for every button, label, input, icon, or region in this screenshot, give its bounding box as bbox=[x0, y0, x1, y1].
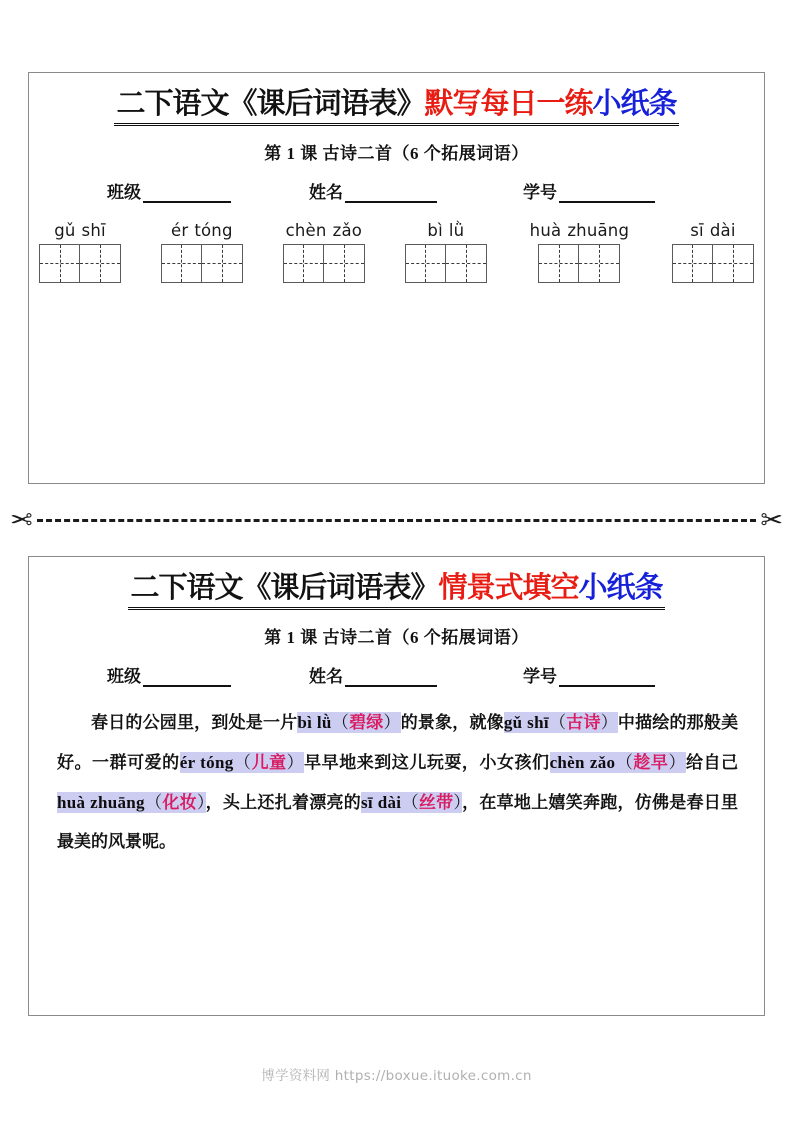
pinyin-syllable: lǜ bbox=[448, 220, 465, 240]
paren-open-6: （ bbox=[401, 792, 419, 812]
cloze-blank-2[interactable] bbox=[504, 712, 618, 733]
paren-close-2: ） bbox=[600, 712, 618, 732]
section1-class-blank[interactable] bbox=[143, 188, 231, 203]
section2-class-field[interactable] bbox=[107, 662, 231, 687]
pinyin-syllable: zǎo bbox=[332, 220, 363, 240]
paren-close-5: ） bbox=[196, 792, 206, 812]
scissors-icon-left: ✂ bbox=[10, 504, 33, 535]
paren-open-4: （ bbox=[615, 752, 634, 772]
cloze-text-5: ，头上还扎着漂亮的 bbox=[205, 792, 361, 812]
section1-class-field[interactable] bbox=[107, 178, 231, 203]
section1-name-blank[interactable] bbox=[345, 188, 437, 203]
cloze-text-6: ，在草地上嬉笑奔跑，仿佛是春日里最美的风景呢。 bbox=[57, 792, 739, 852]
word-group bbox=[161, 221, 243, 283]
paren-open-1: （ bbox=[331, 712, 350, 732]
word-group bbox=[283, 221, 365, 283]
section1-id-label: 学号 bbox=[523, 182, 557, 202]
tianzige-cell[interactable] bbox=[202, 245, 242, 282]
tianzige-cell[interactable] bbox=[446, 245, 486, 282]
section2-class-blank[interactable] bbox=[143, 672, 231, 687]
cloze-text-0: 春日的公园里，到处是一片 bbox=[91, 712, 298, 732]
pinyin-label bbox=[168, 221, 236, 240]
section2-info-row bbox=[29, 662, 764, 687]
tianzige-cell[interactable] bbox=[324, 245, 364, 282]
pinyin-syllable: tóng bbox=[194, 220, 233, 240]
cloze-pinyin-2: gǔ shī bbox=[503, 712, 549, 732]
tianzige-box[interactable] bbox=[405, 244, 487, 283]
word-group bbox=[39, 221, 121, 283]
footer-watermark: 博学资料网 https://boxue.ituoke.com.cn bbox=[261, 1068, 532, 1084]
word-group bbox=[527, 221, 632, 283]
section1-title bbox=[29, 87, 764, 126]
paren-close-4: ） bbox=[668, 752, 686, 772]
tianzige-cell[interactable] bbox=[80, 245, 120, 282]
section2-id-field[interactable] bbox=[523, 662, 655, 687]
section1-class-label: 班级 bbox=[107, 182, 141, 202]
section1-id-field[interactable] bbox=[523, 178, 655, 203]
section1-title-part2: 默写每日一练 bbox=[424, 86, 593, 120]
cloze-paragraph bbox=[29, 703, 764, 863]
section2-subtitle: 第 1 课 古诗二首（6 个拓展词语） bbox=[264, 627, 529, 647]
tianzige-box[interactable] bbox=[672, 244, 754, 283]
cut-dashed-line bbox=[37, 519, 757, 522]
word-grid-area bbox=[29, 221, 764, 283]
tianzige-cell[interactable] bbox=[162, 245, 202, 282]
cloze-pinyin-3: ér tóng bbox=[179, 752, 234, 772]
word-group bbox=[405, 221, 487, 283]
paren-close-6: ） bbox=[453, 792, 463, 812]
section2-name-label: 姓名 bbox=[309, 666, 343, 686]
pinyin-syllable: huà bbox=[529, 220, 562, 240]
pinyin-label bbox=[51, 221, 109, 240]
pinyin-label bbox=[283, 221, 365, 240]
section1-name-field[interactable] bbox=[309, 178, 437, 203]
pinyin-syllable: dài bbox=[709, 220, 736, 240]
tianzige-box[interactable] bbox=[283, 244, 365, 283]
section1-info-row bbox=[29, 178, 764, 203]
scissors-icon-right: ✂ bbox=[760, 504, 783, 535]
section2-title-part2: 情景式填空 bbox=[438, 570, 579, 604]
word-group bbox=[672, 221, 754, 283]
section2-name-blank[interactable] bbox=[345, 672, 437, 687]
section1-title-part1: 二下语文《课后词语表》 bbox=[116, 86, 425, 120]
tianzige-cell[interactable] bbox=[284, 245, 324, 282]
section2-title-part3: 小纸条 bbox=[578, 570, 663, 604]
section1-title-part3: 小纸条 bbox=[592, 86, 677, 120]
cloze-blank-5[interactable] bbox=[57, 792, 206, 813]
pinyin-syllable: sī bbox=[690, 220, 704, 240]
section1-id-blank[interactable] bbox=[559, 188, 655, 203]
cloze-answer-5: 化妆 bbox=[162, 792, 197, 812]
pinyin-syllable: gǔ bbox=[54, 220, 76, 240]
section2-id-blank[interactable] bbox=[559, 672, 655, 687]
cut-line-divider bbox=[0, 500, 793, 540]
tianzige-cell[interactable] bbox=[40, 245, 80, 282]
pinyin-syllable: bì bbox=[427, 220, 443, 240]
cloze-pinyin-4: chèn zǎo bbox=[549, 752, 616, 772]
cloze-text-1: 的景象，就像 bbox=[400, 712, 504, 732]
cloze-text-4: 给自己 bbox=[685, 752, 739, 772]
cloze-blank-3[interactable] bbox=[180, 752, 304, 773]
cloze-pinyin-1: bì lǜ bbox=[297, 712, 332, 732]
paren-open-5: （ bbox=[144, 792, 163, 812]
cloze-text-3: 早早地来到这儿玩耍，小女孩们 bbox=[304, 752, 550, 772]
tianzige-cell[interactable] bbox=[579, 245, 619, 282]
cloze-blank-1[interactable] bbox=[297, 712, 400, 733]
pinyin-syllable: chèn bbox=[285, 220, 327, 240]
section1-subtitle: 第 1 课 古诗二首（6 个拓展词语） bbox=[264, 143, 529, 163]
section1-name-label: 姓名 bbox=[309, 182, 343, 202]
section2-class-label: 班级 bbox=[107, 666, 141, 686]
cloze-pinyin-6: sī dài bbox=[361, 792, 402, 812]
pinyin-label bbox=[527, 221, 632, 240]
cloze-answer-6: 丝带 bbox=[418, 792, 454, 812]
pinyin-syllable: zhuāng bbox=[567, 220, 630, 240]
tianzige-box[interactable] bbox=[161, 244, 243, 283]
paren-close-1: ） bbox=[383, 712, 401, 732]
paren-open-3: （ bbox=[233, 752, 252, 772]
cloze-answer-4: 趁早 bbox=[633, 752, 669, 772]
tianzige-cell[interactable] bbox=[713, 245, 753, 282]
section2-title bbox=[29, 571, 764, 610]
cloze-panel bbox=[28, 556, 765, 1016]
cloze-blank-4[interactable] bbox=[550, 752, 686, 773]
cloze-blank-6[interactable] bbox=[361, 792, 462, 813]
tianzige-cell[interactable] bbox=[539, 245, 579, 282]
cloze-answer-1: 碧绿 bbox=[349, 712, 384, 732]
pinyin-label bbox=[424, 221, 467, 240]
tianzige-cell[interactable] bbox=[406, 245, 446, 282]
pinyin-syllable: shī bbox=[81, 220, 106, 240]
dictation-panel bbox=[28, 72, 765, 484]
section2-id-label: 学号 bbox=[523, 666, 557, 686]
pinyin-label bbox=[687, 221, 738, 240]
section2-name-field[interactable] bbox=[309, 662, 437, 687]
tianzige-cell[interactable] bbox=[673, 245, 713, 282]
cloze-answer-3: 儿童 bbox=[251, 752, 287, 772]
tianzige-box[interactable] bbox=[39, 244, 121, 283]
tianzige-box[interactable] bbox=[538, 244, 620, 283]
cloze-pinyin-5: huà zhuāng bbox=[57, 792, 145, 812]
cloze-answer-2: 古诗 bbox=[566, 712, 601, 732]
paren-close-3: ） bbox=[286, 752, 305, 772]
cloze-text-2: 中描绘的那般美好。一群可爱的 bbox=[57, 712, 739, 772]
pinyin-syllable: ér bbox=[170, 220, 189, 240]
section2-title-part1: 二下语文《课后词语表》 bbox=[130, 570, 439, 604]
paren-open-2: （ bbox=[548, 712, 567, 732]
